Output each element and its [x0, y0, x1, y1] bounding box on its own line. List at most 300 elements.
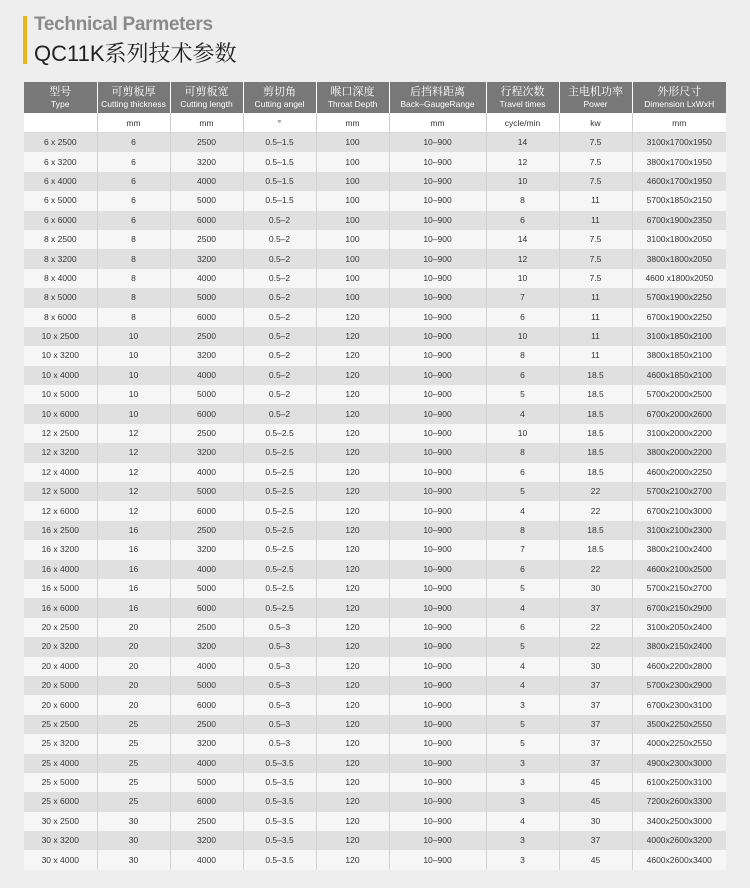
table-cell: 10–900 [389, 598, 486, 617]
column-header [170, 82, 243, 113]
table-cell: 10–900 [389, 404, 486, 423]
table-cell: 37 [559, 734, 632, 753]
table-cell: 120 [316, 734, 389, 753]
table-cell: 16 x 2500 [24, 521, 97, 540]
table-cell: 6 [97, 172, 170, 191]
table-cell: 0.5–2.5 [243, 443, 316, 462]
table-cell: 12 x 4000 [24, 463, 97, 482]
table-cell: 3100x1800x2050 [632, 230, 726, 249]
table-cell: 0.5–3 [243, 715, 316, 734]
table-cell: 120 [316, 501, 389, 520]
table-cell: 10 [486, 269, 559, 288]
table-cell: 0.5–2 [243, 230, 316, 249]
table-cell: 100 [316, 269, 389, 288]
table-cell: 6 [97, 191, 170, 210]
column-header-cn: 剪切角 [263, 85, 296, 98]
table-cell: 10–900 [389, 540, 486, 559]
table-cell: 16 [97, 540, 170, 559]
table-cell: 3100x2000x2200 [632, 424, 726, 443]
table-row [24, 269, 726, 288]
table-row [24, 501, 726, 520]
column-header-en: Cutting length [180, 98, 233, 109]
table-cell: 4600 x1800x2050 [632, 269, 726, 288]
table-cell: 10–900 [389, 850, 486, 869]
table-cell: 5 [486, 715, 559, 734]
table-cell: 3200 [170, 152, 243, 171]
table-cell: 25 [97, 734, 170, 753]
table-cell: 120 [316, 346, 389, 365]
table-cell: 3 [486, 831, 559, 850]
table-cell: 6 x 2500 [24, 133, 97, 153]
table-cell: 10–900 [389, 657, 486, 676]
table-cell: 6 [486, 308, 559, 327]
table-cell: 37 [559, 598, 632, 617]
column-header-cn: 外形尺寸 [657, 85, 702, 98]
column-header [243, 82, 316, 113]
table-row [24, 657, 726, 676]
table-cell: 10–900 [389, 618, 486, 637]
table-cell: 8 [97, 249, 170, 268]
table-cell: 0.5–2.5 [243, 579, 316, 598]
table-cell: 3800x1850x2100 [632, 346, 726, 365]
table-cell: 4000x2600x3200 [632, 831, 726, 850]
table-header-row [24, 82, 726, 113]
table-cell: 45 [559, 773, 632, 792]
table-cell: 3100x2100x2300 [632, 521, 726, 540]
table-cell: 4000 [170, 850, 243, 869]
table-cell: 5000 [170, 191, 243, 210]
table-cell: 5700x2150x2700 [632, 579, 726, 598]
table-row [24, 211, 726, 230]
table-cell: 18.5 [559, 463, 632, 482]
table-cell: 120 [316, 443, 389, 462]
table-cell: 10 [486, 424, 559, 443]
table-cell: 0.5–2 [243, 366, 316, 385]
table-row [24, 695, 726, 714]
table-cell: 5000 [170, 676, 243, 695]
table-cell: 30 [559, 579, 632, 598]
table-cell: 30 [97, 831, 170, 850]
table-cell: 10–900 [389, 734, 486, 753]
table-cell: 4000x2250x2550 [632, 734, 726, 753]
table-cell: 120 [316, 831, 389, 850]
column-header-en: Cutting angel [254, 98, 305, 109]
table-cell: 25 x 5000 [24, 773, 97, 792]
table-cell: 0.5–3.5 [243, 812, 316, 831]
table-cell: 18.5 [559, 443, 632, 462]
table-cell: 16 [97, 598, 170, 617]
table-cell: 5000 [170, 385, 243, 404]
table-cell: 10 [97, 385, 170, 404]
table-cell: 3200 [170, 346, 243, 365]
table-cell: 0.5–2 [243, 288, 316, 307]
column-header-en: Dimension LxWxH [644, 98, 715, 109]
table-cell: 0.5–1.5 [243, 191, 316, 210]
table-cell: 2500 [170, 521, 243, 540]
table-cell: 5000 [170, 773, 243, 792]
column-header-en: Type [51, 98, 70, 109]
column-header-cn: 型号 [49, 85, 72, 98]
table-cell: 120 [316, 792, 389, 811]
table-cell: 12 x 5000 [24, 482, 97, 501]
column-unit: mm [389, 113, 486, 133]
table-cell: 0.5–2 [243, 269, 316, 288]
column-unit: mm [316, 113, 389, 133]
table-cell: 12 [486, 249, 559, 268]
page-title-english: Technical Parmeters [34, 14, 213, 35]
table-cell: 25 [97, 715, 170, 734]
table-row [24, 773, 726, 792]
table-cell: 25 x 6000 [24, 792, 97, 811]
table-cell: 120 [316, 695, 389, 714]
table-cell: 10–900 [389, 327, 486, 346]
table-cell: 6 [486, 463, 559, 482]
table-cell: 7200x2600x3300 [632, 792, 726, 811]
column-unit [24, 113, 97, 133]
table-cell: 10–900 [389, 424, 486, 443]
table-cell: 7.5 [559, 269, 632, 288]
table-row [24, 850, 726, 869]
table-cell: 3800x1800x2050 [632, 249, 726, 268]
table-cell: 100 [316, 288, 389, 307]
column-unit: cycle/min [486, 113, 559, 133]
table-cell: 120 [316, 754, 389, 773]
table-cell: 120 [316, 676, 389, 695]
table-cell: 11 [559, 308, 632, 327]
table-cell: 6000 [170, 598, 243, 617]
table-cell: 4900x2300x3000 [632, 754, 726, 773]
table-cell: 6000 [170, 792, 243, 811]
table-cell: 20 x 6000 [24, 695, 97, 714]
table-cell: 30 [97, 812, 170, 831]
column-header-cn: 行程次数 [500, 85, 545, 98]
table-row [24, 812, 726, 831]
column-header-en: Travel times [499, 98, 546, 109]
table-cell: 100 [316, 172, 389, 191]
table-cell: 10–900 [389, 812, 486, 831]
table-row [24, 637, 726, 656]
table-cell: 120 [316, 385, 389, 404]
table-cell: 0.5–2 [243, 346, 316, 365]
table-cell: 8 x 2500 [24, 230, 97, 249]
table-cell: 30 [97, 850, 170, 869]
column-header-cn: 可剪板厚 [111, 85, 156, 98]
column-header [97, 82, 170, 113]
table-cell: 3500x2250x2550 [632, 715, 726, 734]
table-cell: 5000 [170, 579, 243, 598]
table-cell: 4600x2200x2800 [632, 657, 726, 676]
table-cell: 6700x2000x2600 [632, 404, 726, 423]
table-cell: 0.5–3.5 [243, 831, 316, 850]
table-cell: 12 x 2500 [24, 424, 97, 443]
table-cell: 11 [559, 288, 632, 307]
table-cell: 10–900 [389, 831, 486, 850]
table-cell: 18.5 [559, 366, 632, 385]
table-cell: 22 [559, 501, 632, 520]
table-cell: 30 x 2500 [24, 812, 97, 831]
table-cell: 120 [316, 812, 389, 831]
table-cell: 10–900 [389, 191, 486, 210]
column-header-cn: 可剪板宽 [184, 85, 229, 98]
table-cell: 10–900 [389, 308, 486, 327]
table-cell: 6 x 4000 [24, 172, 97, 191]
table-cell: 18.5 [559, 404, 632, 423]
table-cell: 3100x1700x1950 [632, 133, 726, 153]
table-cell: 3800x2000x2200 [632, 443, 726, 462]
table-cell: 3 [486, 792, 559, 811]
table-cell: 2500 [170, 424, 243, 443]
table-cell: 10 x 4000 [24, 366, 97, 385]
table-cell: 120 [316, 366, 389, 385]
table-cell: 4 [486, 598, 559, 617]
table-row [24, 482, 726, 501]
table-cell: 3 [486, 754, 559, 773]
table-cell: 6000 [170, 695, 243, 714]
table-cell: 0.5–2 [243, 385, 316, 404]
table-cell: 6000 [170, 211, 243, 230]
table-cell: 4600x2100x2500 [632, 560, 726, 579]
table-cell: 0.5–3 [243, 657, 316, 676]
table-cell: 7.5 [559, 230, 632, 249]
table-cell: 5700x1900x2250 [632, 288, 726, 307]
table-cell: 2500 [170, 230, 243, 249]
column-header [24, 82, 97, 113]
table-row [24, 152, 726, 171]
column-header-en: Throat Depth [327, 98, 378, 109]
table-cell: 10–900 [389, 385, 486, 404]
table-cell: 4000 [170, 366, 243, 385]
title-accent-bar [23, 16, 27, 64]
table-cell: 4000 [170, 560, 243, 579]
table-cell: 120 [316, 773, 389, 792]
table-cell: 120 [316, 637, 389, 656]
table-cell: 10–900 [389, 230, 486, 249]
table-cell: 4 [486, 812, 559, 831]
table-cell: 30 [559, 657, 632, 676]
table-cell: 7.5 [559, 133, 632, 153]
table-cell: 6 x 3200 [24, 152, 97, 171]
table-cell: 6700x2150x2900 [632, 598, 726, 617]
table-cell: 8 x 5000 [24, 288, 97, 307]
table-cell: 8 [486, 346, 559, 365]
table-cell: 6700x1900x2350 [632, 211, 726, 230]
table-cell: 8 [486, 521, 559, 540]
table-cell: 8 [486, 443, 559, 462]
table-cell: 4 [486, 657, 559, 676]
table-cell: 0.5–3.5 [243, 754, 316, 773]
table-cell: 120 [316, 327, 389, 346]
table-cell: 6 [97, 211, 170, 230]
table-cell: 8 x 6000 [24, 308, 97, 327]
column-header-cn: 主电机功率 [568, 85, 623, 98]
table-cell: 11 [559, 211, 632, 230]
table-cell: 11 [559, 346, 632, 365]
table-cell: 2500 [170, 133, 243, 153]
table-cell: 16 [97, 521, 170, 540]
table-row [24, 734, 726, 753]
table-cell: 4000 [170, 269, 243, 288]
table-cell: 0.5–3.5 [243, 792, 316, 811]
column-header [559, 82, 632, 113]
table-cell: 5000 [170, 288, 243, 307]
table-cell: 10–900 [389, 443, 486, 462]
table-cell: 10–900 [389, 560, 486, 579]
column-header-en: Back–GaugeRange [400, 98, 475, 109]
table-cell: 4 [486, 501, 559, 520]
table-cell: 6000 [170, 501, 243, 520]
table-cell: 100 [316, 133, 389, 153]
table-cell: 10–900 [389, 152, 486, 171]
table-cell: 25 x 3200 [24, 734, 97, 753]
table-cell: 16 [97, 579, 170, 598]
table-cell: 3200 [170, 831, 243, 850]
table-cell: 6 [97, 133, 170, 153]
table-cell: 0.5–2.5 [243, 560, 316, 579]
table-cell: 7 [486, 288, 559, 307]
table-row [24, 618, 726, 637]
table-cell: 5 [486, 734, 559, 753]
table-cell: 10 [486, 327, 559, 346]
table-body [24, 133, 726, 870]
table-cell: 25 [97, 773, 170, 792]
table-cell: 20 [97, 676, 170, 695]
table-row [24, 308, 726, 327]
table-cell: 120 [316, 308, 389, 327]
table-cell: 18.5 [559, 540, 632, 559]
table-cell: 0.5–3 [243, 637, 316, 656]
table-cell: 120 [316, 424, 389, 443]
table-cell: 3100x1850x2100 [632, 327, 726, 346]
table-cell: 120 [316, 850, 389, 869]
table-cell: 10 x 5000 [24, 385, 97, 404]
table-cell: 2500 [170, 327, 243, 346]
table-cell: 8 [97, 288, 170, 307]
table-cell: 0.5–2 [243, 404, 316, 423]
table-cell: 0.5–1.5 [243, 172, 316, 191]
table-cell: 7.5 [559, 249, 632, 268]
table-cell: 2500 [170, 715, 243, 734]
table-cell: 10 [97, 327, 170, 346]
table-row [24, 463, 726, 482]
table-cell: 4000 [170, 172, 243, 191]
table-cell: 37 [559, 695, 632, 714]
table-row [24, 443, 726, 462]
table-cell: 6000 [170, 308, 243, 327]
table-cell: 10–900 [389, 695, 486, 714]
table-cell: 37 [559, 831, 632, 850]
page-title-chinese: QC11K系列技术参数 [34, 41, 237, 66]
table-cell: 20 x 4000 [24, 657, 97, 676]
table-cell: 6700x1900x2250 [632, 308, 726, 327]
table-cell: 0.5–3 [243, 734, 316, 753]
table-cell: 3 [486, 695, 559, 714]
table-cell: 10–900 [389, 676, 486, 695]
column-unit: ° [243, 113, 316, 133]
table-cell: 5000 [170, 482, 243, 501]
table-cell: 18.5 [559, 521, 632, 540]
table-row [24, 327, 726, 346]
table-cell: 20 x 2500 [24, 618, 97, 637]
table-cell: 5700x1850x2150 [632, 191, 726, 210]
table-cell: 120 [316, 521, 389, 540]
table-cell: 4600x2600x3400 [632, 850, 726, 869]
table-cell: 10 [97, 346, 170, 365]
table-cell: 0.5–2 [243, 327, 316, 346]
table-cell: 16 x 6000 [24, 598, 97, 617]
table-cell: 10–900 [389, 366, 486, 385]
table-row [24, 521, 726, 540]
table-cell: 45 [559, 792, 632, 811]
table-cell: 12 [97, 501, 170, 520]
table-cell: 0.5–2 [243, 308, 316, 327]
table-cell: 14 [486, 133, 559, 153]
table-cell: 10–900 [389, 754, 486, 773]
table-cell: 120 [316, 579, 389, 598]
table-cell: 2500 [170, 812, 243, 831]
table-cell: 10–900 [389, 288, 486, 307]
table-cell: 7.5 [559, 152, 632, 171]
table-cell: 120 [316, 560, 389, 579]
table-cell: 12 x 3200 [24, 443, 97, 462]
column-header [389, 82, 486, 113]
table-cell: 6 x 6000 [24, 211, 97, 230]
table-cell: 8 [97, 230, 170, 249]
table-cell: 0.5–2 [243, 249, 316, 268]
table-cell: 120 [316, 618, 389, 637]
table-cell: 2500 [170, 618, 243, 637]
table-cell: 20 x 3200 [24, 637, 97, 656]
table-cell: 10 [486, 172, 559, 191]
table-cell: 22 [559, 560, 632, 579]
table-cell: 3200 [170, 249, 243, 268]
table-cell: 10 [97, 366, 170, 385]
table-cell: 6100x2500x3100 [632, 773, 726, 792]
table-cell: 10–900 [389, 346, 486, 365]
table-cell: 12 [97, 443, 170, 462]
table-cell: 5700x2300x2900 [632, 676, 726, 695]
table-cell: 37 [559, 754, 632, 773]
table-cell: 120 [316, 482, 389, 501]
table-cell: 8 [486, 191, 559, 210]
table-cell: 100 [316, 191, 389, 210]
table-cell: 16 [97, 560, 170, 579]
table-cell: 12 [97, 424, 170, 443]
table-cell: 10–900 [389, 482, 486, 501]
table-cell: 5 [486, 482, 559, 501]
table-cell: 5 [486, 385, 559, 404]
table-cell: 0.5–2.5 [243, 598, 316, 617]
table-cell: 3200 [170, 540, 243, 559]
table-cell: 6 [486, 560, 559, 579]
table-cell: 45 [559, 850, 632, 869]
table-row [24, 676, 726, 695]
table-cell: 20 [97, 637, 170, 656]
table-cell: 16 x 5000 [24, 579, 97, 598]
table-cell: 30 x 4000 [24, 850, 97, 869]
table-row [24, 715, 726, 734]
table-cell: 4000 [170, 754, 243, 773]
table-cell: 0.5–3.5 [243, 773, 316, 792]
table-cell: 5 [486, 637, 559, 656]
table-cell: 6000 [170, 404, 243, 423]
table-cell: 7 [486, 540, 559, 559]
table-cell: 20 [97, 657, 170, 676]
table-row [24, 385, 726, 404]
table-cell: 20 x 5000 [24, 676, 97, 695]
table-cell: 6 [486, 211, 559, 230]
table-cell: 3 [486, 850, 559, 869]
table-cell: 4600x1700x1950 [632, 172, 726, 191]
